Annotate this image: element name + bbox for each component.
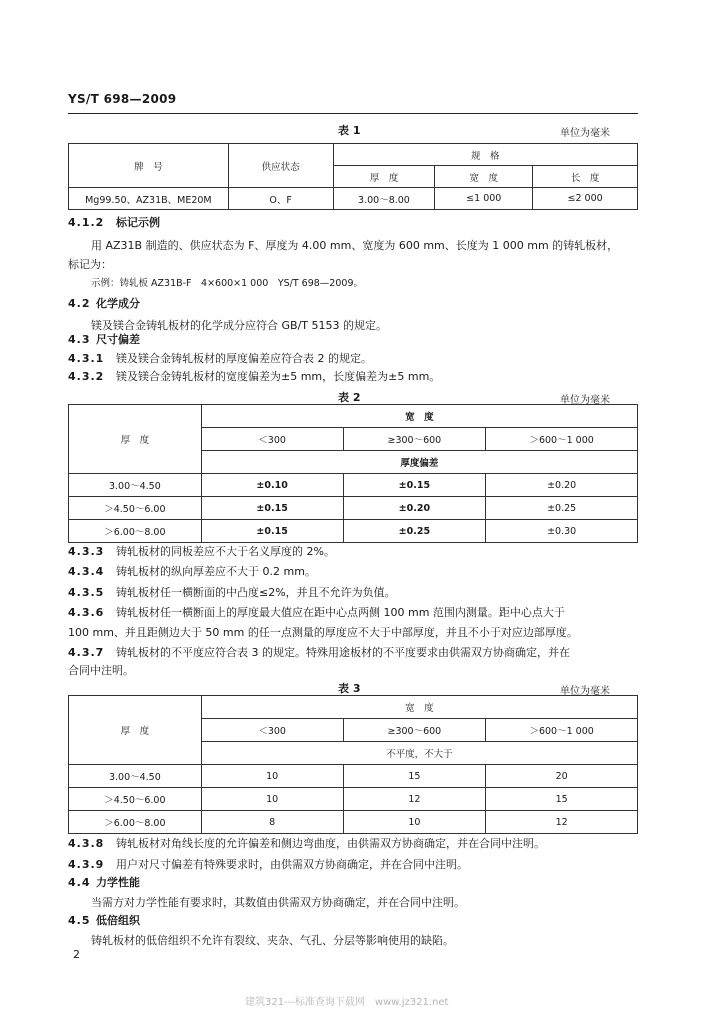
table3-header-width: 宽 度	[201, 696, 637, 719]
table3	[68, 695, 638, 834]
table2	[68, 404, 638, 543]
table1-header-thickness: 厚 度	[333, 166, 435, 188]
table1-cell-state: O、F	[228, 188, 333, 210]
table1-cell-thickness: 3.00～8.00	[333, 188, 435, 210]
section-number: 4.3.1	[68, 352, 105, 365]
section-number: 4.3.5	[68, 586, 105, 599]
paragraph: 铸轧板材的低倍组织不允许有裂纹、夹杂、气孔、分层等影响使用的缺陷。	[91, 934, 454, 947]
table1-cell-length: ≤2 000	[533, 188, 638, 210]
section-text: 铸轧板材的不平度应符合表 3 的规定。特殊用途板材的不平度要求由供需双方协商确定，并在	[116, 646, 570, 659]
table3-cell: 15	[343, 765, 486, 788]
table2-cell: ±0.15	[201, 497, 343, 520]
section-number: 4.3	[68, 333, 91, 346]
section-number: 4.3.9	[68, 858, 105, 871]
table3-subheader: 不平度，不大于	[201, 742, 637, 765]
section-text: 镁及镁合金铸轧板材的宽度偏差为±5 mm，长度偏差为±5 mm。	[116, 370, 441, 383]
section-4-3-2	[68, 368, 440, 384]
table3-cell: 10	[201, 765, 343, 788]
paragraph: 标记为：	[68, 258, 112, 271]
table2-col-3: ＞600～1 000	[486, 428, 638, 451]
section-title: 化学成分	[96, 297, 140, 310]
section-number: 4.1.2	[68, 216, 105, 229]
table1	[68, 143, 638, 210]
table-row	[69, 811, 638, 834]
section-number: 4.3.6	[68, 606, 105, 619]
section-number: 4.2	[68, 297, 91, 310]
table3-unit: 单位为毫米	[560, 686, 610, 697]
table3-cell: 8	[201, 811, 343, 834]
section-number: 4.4	[68, 876, 91, 889]
table1-unit: 单位为毫米	[560, 128, 610, 139]
section-text: 铸轧板材任一横断面的中凸度≤2%，并且不允许为负值。	[116, 586, 396, 599]
section-4-3-9	[68, 856, 468, 872]
section-text: 镁及镁合金铸轧板材的厚度偏差应符合表 2 的规定。	[116, 352, 372, 365]
table3-col-3: ＞600～1 000	[486, 719, 638, 742]
paragraph: 100 mm、并且距侧边大于 50 mm 的任一点测量的厚度应不大于中部厚度，并且不小于对应边部厚度。	[68, 626, 578, 639]
page-number: 2	[73, 948, 80, 961]
table2-cell: ±0.20	[486, 474, 638, 497]
table3-cell-thickness: 3.00～4.50	[69, 765, 202, 788]
table3-col-2: ≥300～600	[343, 719, 486, 742]
table-row	[69, 188, 638, 210]
table-row	[69, 497, 638, 520]
table3-cell: 12	[343, 788, 486, 811]
section-4-1-2	[68, 214, 160, 230]
section-title: 低倍组织	[96, 914, 140, 927]
table-row	[69, 474, 638, 497]
section-number: 4.5	[68, 914, 91, 927]
paragraph: 用 AZ31B 制造的、供应状态为 F、厚度为 4.00 mm、宽度为 600 mm、长度为 1 000 mm 的铸轧板材，	[91, 239, 619, 252]
watermark: 建筑321---标准查询下载网 www.jz321.net	[245, 997, 449, 1008]
table1-header-length: 长 度	[533, 166, 638, 188]
section-number: 4.3.7	[68, 646, 105, 659]
section-title: 标记示例	[116, 216, 160, 229]
section-text: 铸轧板材的纵向厚差应不大于 0.2 mm。	[116, 565, 316, 578]
document-header: YS/T 698—2009	[68, 92, 177, 106]
section-text: 铸轧板材对角线长度的允许偏差和侧边弯曲度，由供需双方协商确定，并在合同中注明。	[116, 837, 545, 850]
table3-cell: 12	[486, 811, 638, 834]
table1-cell-width: ≤1 000	[435, 188, 533, 210]
section-text: 铸轧板材的同板差应不大于名义厚度的 2%。	[116, 545, 335, 558]
section-title: 尺寸偏差	[96, 333, 140, 346]
section-number: 4.3.8	[68, 837, 105, 850]
section-4-3	[68, 331, 140, 347]
table3-cell: 10	[343, 811, 486, 834]
table1-header-width: 宽 度	[435, 166, 533, 188]
table2-cell: ±0.25	[486, 497, 638, 520]
table1-cell-grade: Mg99.50、AZ31B、ME20M	[69, 188, 229, 210]
table1-header-spec: 规 格	[333, 144, 637, 166]
table2-col-1: ＜300	[201, 428, 343, 451]
table2-cell: ±0.15	[343, 474, 486, 497]
table2-cell: ±0.30	[486, 520, 638, 543]
table-row	[69, 520, 638, 543]
table3-cell: 15	[486, 788, 638, 811]
table2-cell-thickness: 3.00～4.50	[69, 474, 202, 497]
table3-cell: 20	[486, 765, 638, 788]
table1-header-grade: 牌 号	[69, 144, 229, 188]
table3-cell: 10	[201, 788, 343, 811]
table2-cell: ±0.10	[201, 474, 343, 497]
table2-caption: 表 2	[338, 391, 361, 404]
section-number: 4.3.4	[68, 565, 105, 578]
section-title: 力学性能	[96, 876, 140, 889]
paragraph: 合同中注明。	[68, 664, 134, 677]
paragraph: 当需方对力学性能有要求时，其数值由供需双方协商确定，并在合同中注明。	[91, 896, 465, 909]
section-4-3-4	[68, 563, 316, 579]
section-4-3-5	[68, 584, 396, 600]
section-4-3-8	[68, 835, 545, 851]
table2-cell-thickness: ＞6.00～8.00	[69, 520, 202, 543]
table2-cell: ±0.20	[343, 497, 486, 520]
section-4-3-3	[68, 543, 335, 559]
table1-caption: 表 1	[338, 124, 361, 137]
paragraph: 镁及镁合金铸轧板材的化学成分应符合 GB/T 5153 的规定。	[91, 319, 387, 332]
section-number: 4.3.3	[68, 545, 105, 558]
table2-unit: 单位为毫米	[560, 395, 610, 406]
header-rule	[68, 113, 638, 114]
section-4-2	[68, 295, 140, 311]
table2-header-thickness: 厚 度	[69, 405, 202, 474]
section-4-4	[68, 874, 140, 890]
section-4-5	[68, 912, 140, 928]
section-number: 4.3.2	[68, 370, 105, 383]
section-text: 铸轧板材任一横断面上的厚度最大值应在距中心点两侧 100 mm 范围内测量。距中心点大于	[116, 606, 565, 619]
table3-col-1: ＜300	[201, 719, 343, 742]
table3-caption: 表 3	[338, 682, 361, 695]
table2-col-2: ≥300～600	[343, 428, 486, 451]
table2-header-width: 宽 度	[201, 405, 637, 428]
table-row	[69, 765, 638, 788]
table3-cell-thickness: ＞4.50～6.00	[69, 788, 202, 811]
table3-cell-thickness: ＞6.00～8.00	[69, 811, 202, 834]
section-4-3-7	[68, 644, 570, 660]
table2-cell-thickness: ＞4.50～6.00	[69, 497, 202, 520]
table3-header-thickness: 厚 度	[69, 696, 202, 765]
table1-header-state: 供应状态	[228, 144, 333, 188]
section-4-3-6	[68, 604, 565, 620]
table2-subheader: 厚度偏差	[201, 451, 637, 474]
table2-cell: ±0.25	[343, 520, 486, 543]
section-4-3-1	[68, 350, 372, 366]
example-text: 示例：铸轧板 AZ31B-F 4×600×1 000 YS/T 698—2009。	[91, 278, 363, 289]
table-row	[69, 788, 638, 811]
table2-cell: ±0.15	[201, 520, 343, 543]
section-text: 用户对尺寸偏差有特殊要求时，由供需双方协商确定，并在合同中注明。	[116, 858, 468, 871]
